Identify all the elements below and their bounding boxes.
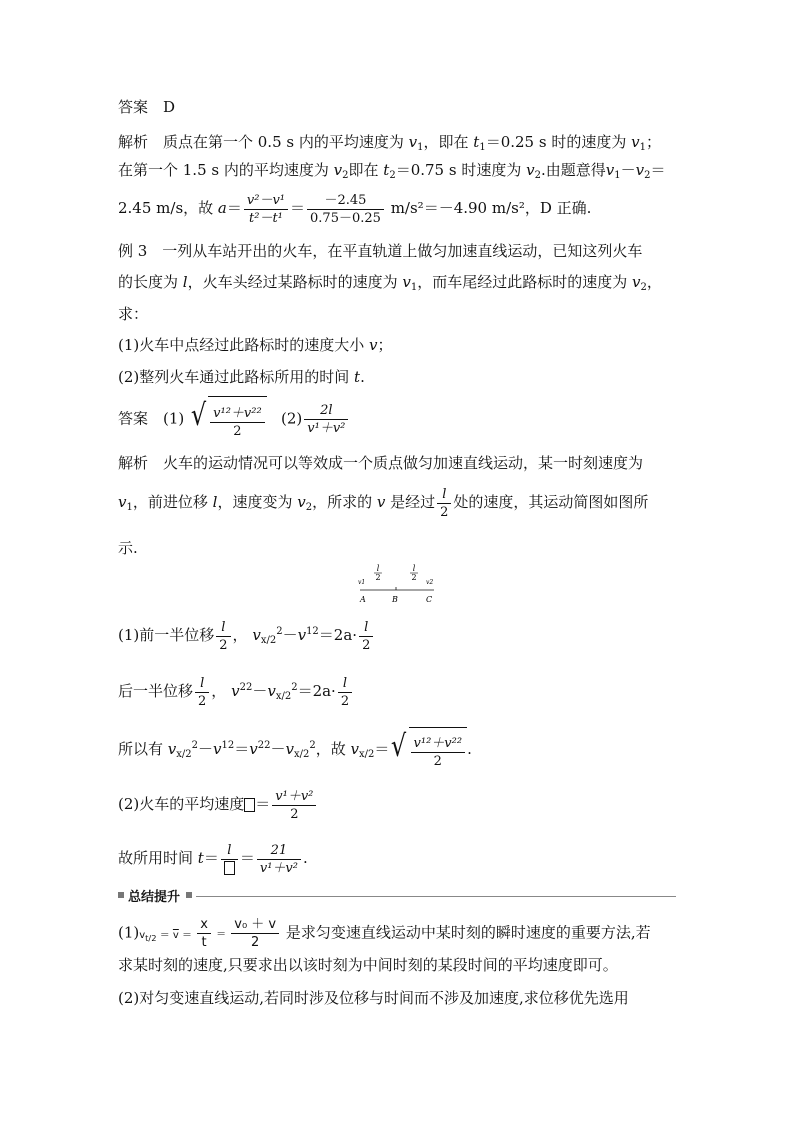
fraction-numerator: v²－v¹ bbox=[244, 192, 288, 210]
step-2: 后一半位移 $\frac{l}{2}$ ， $v^{22}-v_{x/2}^2=2a\cdot$ $\frac{l}{2}$ bbox=[118, 668, 354, 717]
fraction-denominator: 2 bbox=[233, 423, 242, 439]
fraction-denominator: v¹＋v² bbox=[307, 421, 346, 436]
text: 处的速度，其运动简图如图所 bbox=[453, 493, 649, 511]
text: 是经过 bbox=[385, 493, 436, 511]
answer-line-2 bbox=[118, 396, 350, 443]
text: 在第一个 1.5 s 内的平均速度为 bbox=[118, 161, 334, 179]
text: ，而车尾经过此路标时的速度为 bbox=[417, 273, 633, 291]
text: ， bbox=[646, 273, 662, 291]
text: ； bbox=[377, 336, 393, 354]
answer-line-1: 答案 D bbox=[118, 98, 176, 116]
step-5: 故所用时间 t＝ l ＝ $\frac{21}{\text{v¹＋v²}}$ . bbox=[118, 842, 308, 876]
fraction-numerator: v¹²＋v²² bbox=[210, 405, 265, 423]
text: ＝2a· bbox=[318, 626, 358, 644]
label-v1: v1 bbox=[358, 579, 366, 586]
step-1: (1)前一半位移 $\frac{l}{2}$ ， $v_{x/2}^2-v^{12}=2a\cdot$ $\frac{l}{2}$ bbox=[118, 612, 375, 661]
placeholder-box bbox=[244, 798, 255, 812]
fraction-denominator: 0.75－0.25 bbox=[310, 210, 381, 226]
example-line-2: 的长度为 l，火车头经过某路标时的速度为 $v_1$，而车尾经过此路标时的速度为 $v_2$， bbox=[118, 273, 662, 293]
point-C: C bbox=[426, 595, 433, 604]
summary-divider bbox=[196, 896, 676, 897]
analysis2-line-2: $v_1$，前进位移 l，速度变为 $v_2$，所求的 v 是经过 $\frac{l}{2}$ 处的速度，其运动简图如图所 bbox=[118, 486, 649, 520]
text: ＝0.25 s 时的速度为 bbox=[485, 133, 632, 151]
summary-title: 总结提升 bbox=[128, 890, 181, 905]
summary-line-1: $(1)v_{t/2} = \overline{v}$ ＝ $\frac{x}{t}$ ＝ $\frac{\text{v₀ ＋ v}}{2}$ 是求匀变速直线运动中某时刻的瞬时速度的重要方法,若 bbox=[118, 917, 651, 950]
text: 即在 bbox=[348, 161, 384, 179]
fraction-denominator: 2 bbox=[440, 504, 449, 520]
text: (2)火车的平均速度 bbox=[118, 795, 245, 813]
text: .由题意得 bbox=[540, 161, 606, 179]
label-two-2: 2 bbox=[411, 573, 417, 582]
fraction-numerator: v¹＋v² bbox=[272, 788, 316, 806]
fraction-numerator: －2.45 bbox=[307, 192, 384, 210]
example-line-3: 求： bbox=[118, 305, 149, 323]
label-two-1: 2 bbox=[375, 573, 381, 582]
fraction-denominator: 2 bbox=[290, 806, 299, 822]
motion-diagram bbox=[352, 562, 442, 606]
text: (2)整列火车通过此路标所用的时间 bbox=[118, 368, 355, 386]
fraction-1 bbox=[244, 192, 288, 227]
text: . bbox=[467, 740, 472, 758]
label-half-1: l bbox=[376, 564, 380, 573]
text: 故所用时间 bbox=[118, 849, 198, 867]
fraction-numerator: 21 bbox=[257, 842, 301, 860]
text: ＝2a· bbox=[297, 682, 336, 700]
text: (1)火车中点经过此路标时的速度大小 bbox=[118, 336, 370, 354]
point-A: A bbox=[360, 595, 366, 604]
point-B: B bbox=[392, 595, 398, 604]
text: 2.45 m/s，故 bbox=[118, 199, 218, 217]
text: 答案 (1) bbox=[118, 409, 185, 428]
text: ，前进位移 bbox=[132, 493, 213, 511]
text: ，故 bbox=[315, 740, 351, 758]
fraction-numerator: l bbox=[437, 486, 451, 504]
text: 是求匀变速直线运动中某时刻的瞬时速度的重要方法,若 bbox=[285, 923, 651, 942]
text: . bbox=[360, 368, 365, 386]
summary-line-3: (2)对匀变速直线运动,若同时涉及位移与时间而不涉及加速度,求位移优先选用 bbox=[118, 989, 629, 1007]
summary-marker-right bbox=[186, 892, 192, 898]
fraction-numerator: 2l bbox=[304, 402, 348, 420]
text: (1)前一半位移 bbox=[118, 626, 215, 644]
summary-line-2: 求某时刻的速度,只要求出以该时刻为中间时刻的某段时间的平均速度即可。 bbox=[118, 956, 618, 974]
text: 解析 质点在第一个 0.5 s 内的平均速度为 bbox=[118, 133, 409, 151]
text: 所以有 bbox=[118, 740, 168, 758]
label-half-2: l bbox=[412, 564, 416, 573]
fraction-2 bbox=[307, 192, 384, 227]
fraction-answer bbox=[304, 402, 348, 437]
text: ； bbox=[645, 133, 661, 151]
text: ，速度变为 bbox=[217, 493, 298, 511]
question-1: (1)火车中点经过此路标时的速度大小 v； bbox=[118, 336, 393, 354]
analysis-line-1: 解析 质点在第一个 0.5 s 内的平均速度为 $v_1$，即在 $t_1=0.25$ s 时的速度为 $v_1$； bbox=[118, 133, 661, 153]
analysis2-line-1: 解析 火车的运动情况可以等效成一个质点做匀加速直线运动，某一时刻速度为 bbox=[118, 454, 644, 472]
text: ，所求的 bbox=[312, 493, 377, 511]
text: － bbox=[620, 161, 636, 179]
text: ＝ bbox=[650, 161, 666, 179]
analysis2-line-3: 示. bbox=[118, 539, 138, 557]
analysis-line-3: 2.45 m/s，故 a＝ $\frac{\text{v²－v¹}}{\text{t²－t¹}}$ ＝ $\frac{-2.45}{0.75-0.25}$ m/s²＝－4.90 m/s²，D 正确. bbox=[118, 192, 592, 226]
fraction-denominator: v¹＋v² bbox=[259, 860, 298, 876]
text: ，即在 bbox=[423, 133, 474, 151]
question-2: (2)整列火车通过此路标所用的时间 t. bbox=[118, 368, 365, 386]
text: (2) bbox=[281, 409, 303, 428]
label-v2: v2 bbox=[426, 579, 434, 586]
sqrt-expression: √ $\frac{\text{v¹²＋v²²}}{2}$ bbox=[189, 396, 267, 443]
text: 后一半位移 bbox=[118, 682, 194, 700]
text: ＝0.75 s 时速度为 bbox=[395, 161, 527, 179]
fraction-denominator: t²－t¹ bbox=[249, 210, 283, 226]
step-4: (2)火车的平均速度 ＝ $\frac{\text{v¹＋v²}}{2}$ bbox=[118, 784, 318, 824]
text: m/s²＝－4.90 m/s²，D 正确. bbox=[385, 199, 592, 217]
text: ，火车头经过某路标时的速度为 bbox=[187, 273, 403, 291]
example-line-1: 例 3 一列从车站开出的火车，在平直轨道上做匀加速直线运动，已知这列火车 bbox=[118, 242, 643, 260]
placeholder-box bbox=[224, 861, 235, 875]
step-3: 所以有 $v_{x/2}^2-v^{12}=v^{22}-v_{x/2}^2$，故 $v_{x/2}=$ √ $\frac{\text{v¹²＋v²²}}{2}$ . bbox=[118, 724, 472, 777]
analysis-line-2: 在第一个 1.5 s 内的平均速度为 $v_2$即在 $t_2=0.75$ s 时速度为 $v_2$.由题意得$v_1-v_2=$ bbox=[118, 161, 666, 181]
summary-marker-left bbox=[118, 892, 124, 898]
text: ， bbox=[232, 626, 248, 644]
text: ， bbox=[211, 682, 227, 700]
text: 的长度为 bbox=[118, 273, 183, 291]
